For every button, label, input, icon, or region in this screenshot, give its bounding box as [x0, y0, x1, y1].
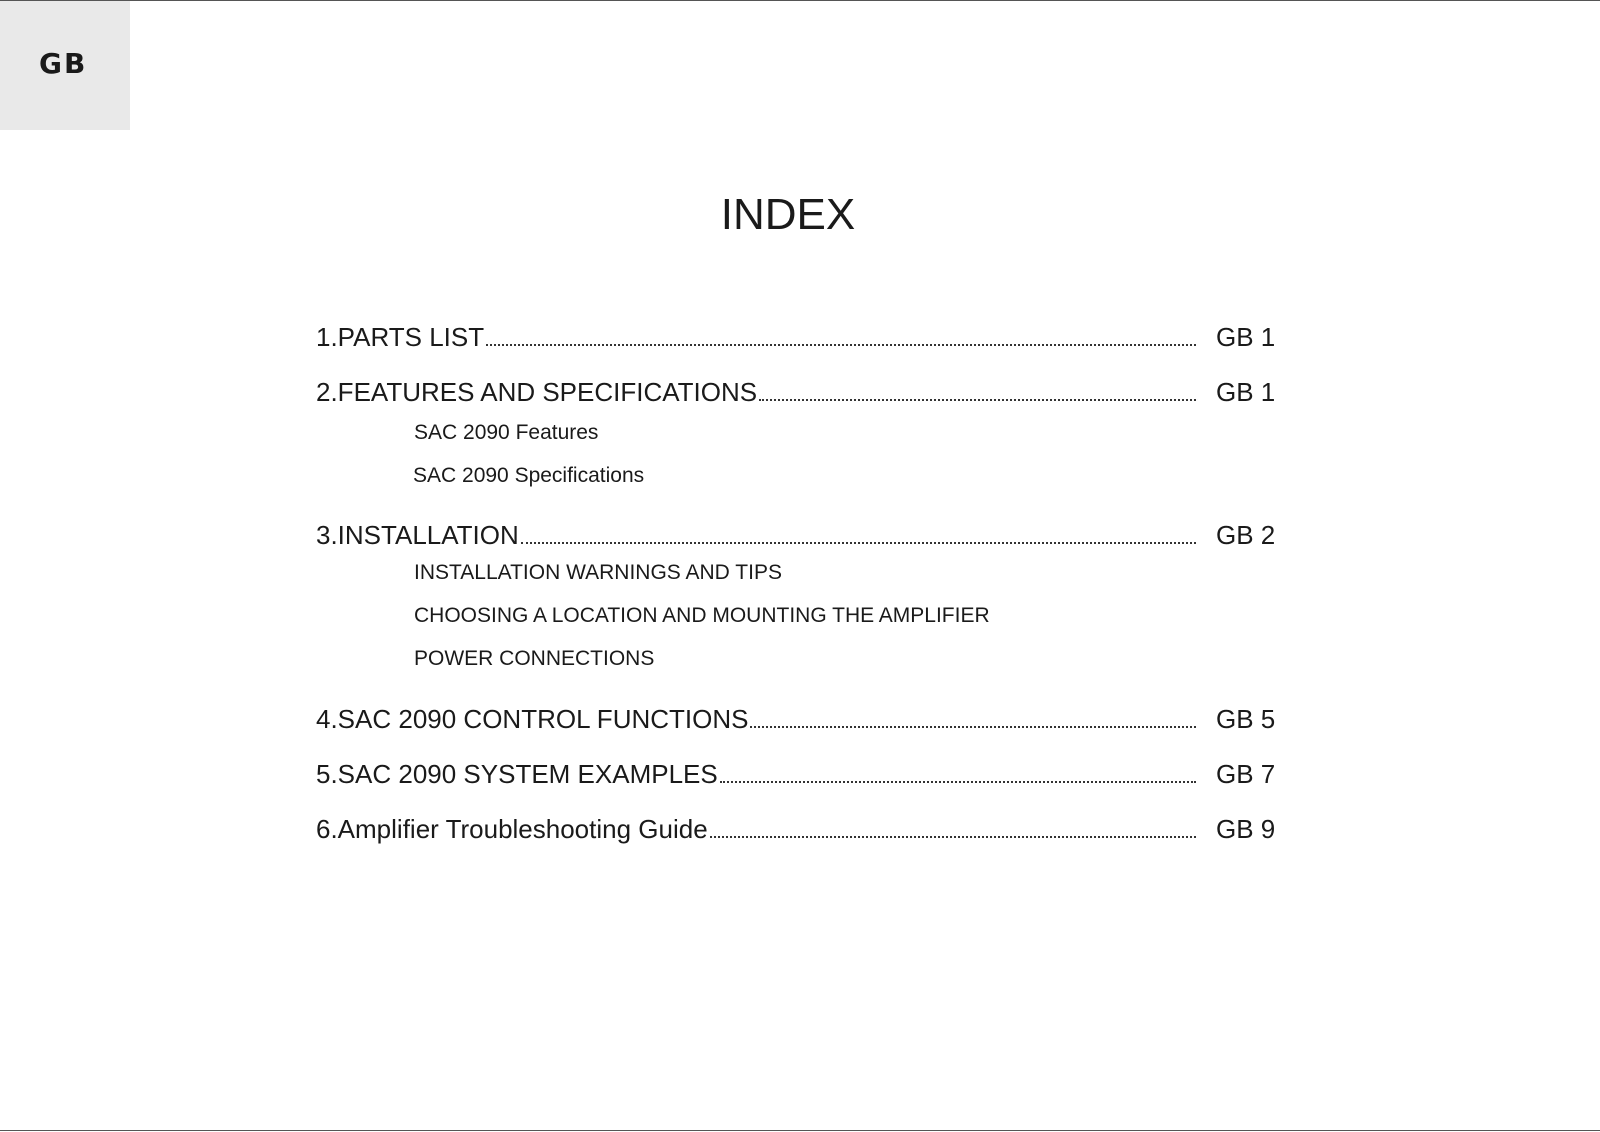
- toc-entry-label: 2.FEATURES AND SPECIFICATIONS: [316, 377, 758, 407]
- language-tab: [0, 1, 130, 130]
- toc-entry-label: 5.SAC 2090 SYSTEM EXAMPLES: [316, 759, 718, 789]
- toc-entry-page: GB 9: [1216, 814, 1276, 844]
- toc-subitem-power-connections[interactable]: POWER CONNECTIONS: [414, 647, 655, 670]
- dot-leader: [750, 725, 1196, 728]
- toc-entry-troubleshooting-guide[interactable]: [316, 804, 1284, 844]
- top-rule: [0, 0, 1600, 1]
- toc-entry-page: GB 2: [1216, 520, 1276, 550]
- toc-subitem-sac-2090-specifications[interactable]: SAC 2090 Specifications: [413, 464, 645, 487]
- toc-entry-features-and-specifications[interactable]: [316, 367, 1284, 407]
- toc-entry-label: 1.PARTS LIST: [316, 322, 485, 352]
- toc-entry-system-examples[interactable]: [316, 749, 1284, 789]
- toc-entry-page: GB 1: [1216, 322, 1276, 352]
- dot-leader: [759, 398, 1196, 401]
- toc-subitem-installation-warnings[interactable]: INSTALLATION WARNINGS AND TIPS: [414, 561, 782, 584]
- dot-leader: [486, 343, 1196, 346]
- toc-entry-label: 3.INSTALLATION: [316, 520, 519, 550]
- toc-entry-page: GB 7: [1216, 759, 1276, 789]
- page-title: INDEX: [720, 190, 856, 239]
- toc-subitem-choosing-location[interactable]: CHOOSING A LOCATION AND MOUNTING THE AMPLIFIER: [414, 604, 990, 627]
- dot-leader: [710, 835, 1196, 838]
- toc-entry-parts-list[interactable]: [316, 312, 1284, 352]
- dot-leader: [521, 541, 1196, 544]
- toc-entry-installation[interactable]: [316, 510, 1284, 550]
- toc-entry-page: GB 1: [1216, 377, 1276, 407]
- language-tab-label: GB: [39, 47, 88, 80]
- toc-subitem-sac-2090-features[interactable]: SAC 2090 Features: [414, 421, 599, 444]
- toc-entry-label: 4.SAC 2090 CONTROL FUNCTIONS: [316, 704, 749, 734]
- toc-entry-label: 6.Amplifier Troubleshooting Guide: [316, 814, 708, 844]
- toc-entry-page: GB 5: [1216, 704, 1276, 734]
- bottom-rule: [0, 1130, 1600, 1131]
- toc-entry-control-functions[interactable]: [316, 694, 1284, 734]
- dot-leader: [720, 780, 1196, 783]
